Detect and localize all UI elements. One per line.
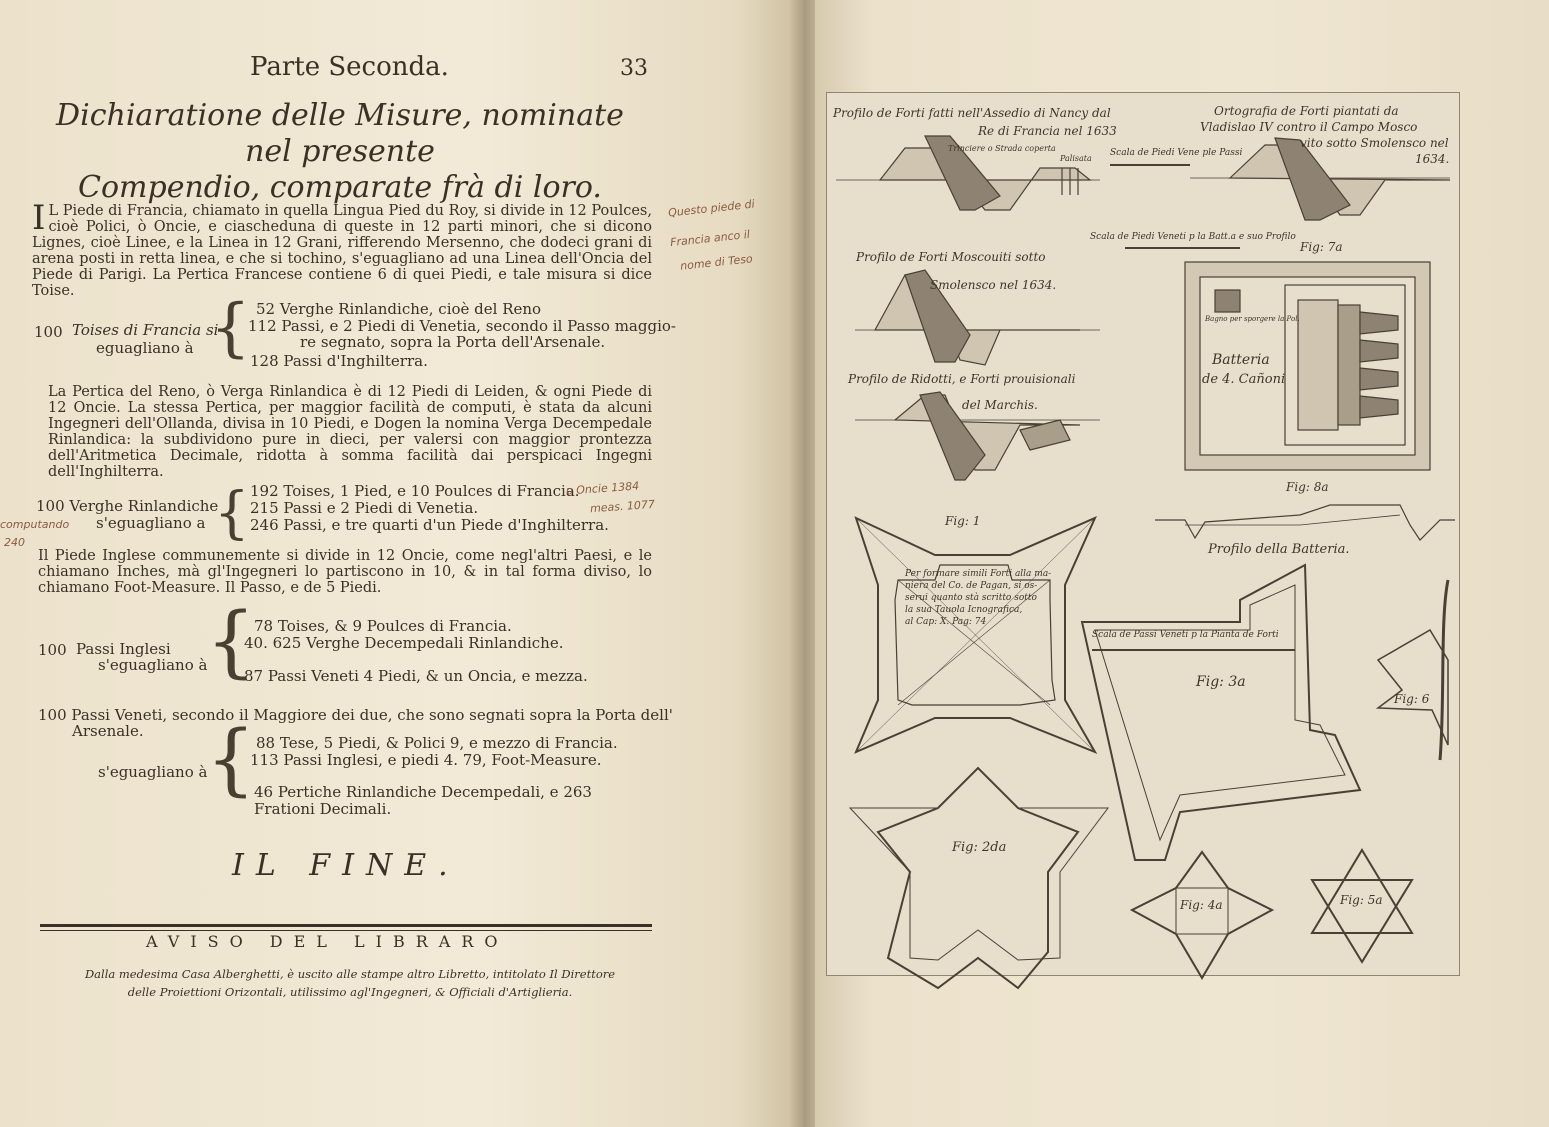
eq-line: 87 Passi Veneti 4 Piedi, & un Oncia, e mezza. — [244, 667, 588, 685]
colophon-line: Dalla medesima Casa Alberghetti, è uscito alle stampe altro Libretto, intitolato Il Direttore — [84, 967, 616, 981]
handwritten-note: 240 — [4, 536, 25, 549]
paragraph-text: L Piede di Francia, chiamato in quella Lingua Pied du Roy, si divide in 12 Poulces, cioè Polici, ò Oncie, e ciascheduna di queste in 12 parti minori, che si dicono Lignes, cioè Linee, e la Linea in 12 Grani, rifferendo Mersenno, che dodeci grani di arena posti in retta linea, e che si tochino, s'eguagliano ad una Linea dell'Oncia del Piede di Parigi. La Pertica Francese contiene 6 di quei Piedi, e tale misura si dice Toise. — [32, 203, 652, 299]
eq-line: 246 Passi, e tre quarti d'un Piede d'Inghilterra. — [250, 516, 609, 534]
fig1-note-line: al Cap: X. Pag: 74 — [905, 617, 987, 627]
drop-cap: I — [32, 198, 46, 238]
scale-caption: Scala de Piedi Veneti p la Batt.a e suo Profilo — [1090, 232, 1296, 242]
eq-intro: 100 Passi Veneti, secondo il Maggiore dei due, che sono segnati sopra la Porta dell' — [38, 706, 673, 724]
figure-label: Fig: 4a — [1180, 898, 1223, 912]
fig1-note-line: la sua Tauola Icnografica, — [905, 605, 1023, 615]
handwritten-note: nome di Teso — [679, 252, 754, 273]
caption: Re di Francia nel 1633 — [978, 124, 1117, 138]
brace-icon: { — [214, 481, 250, 546]
eq-line: 112 Passi, e 2 Piedi di Venetia, secondo il Passo maggio- — [248, 317, 676, 335]
section-title-line2: Compendio, comparate frà di loro. — [78, 170, 602, 205]
caption: Smolensco nel 1634. — [930, 278, 1057, 292]
caption: 1634. — [1415, 152, 1450, 166]
figure-label: Fig: 3a — [1196, 674, 1246, 690]
caption-small: Trinciere o Strada coperta — [948, 144, 1056, 153]
fig2-fort-drawing — [850, 768, 1108, 988]
eq-line: 46 Pertiche Rinlandiche Decempedali, e 263 Frationi Decimali. — [254, 783, 592, 818]
handwritten-note: meas. 1077 — [589, 497, 656, 516]
eq-label: s'eguagliano à — [98, 656, 208, 674]
figure-label: Fig: 5a — [1340, 893, 1383, 907]
aviso-heading: AVISO DEL LIBRARO — [146, 932, 509, 951]
caption: Ortografia de Forti piantati da — [1214, 104, 1399, 118]
caption: Profilo de Forti Moscouiti sotto — [856, 250, 1046, 264]
caption: del Marchis. — [962, 398, 1038, 412]
scale-caption: Scala de Piedi Vene ple Passi — [1110, 148, 1243, 158]
eq-label: Passi Inglesi — [76, 640, 171, 658]
eq-label-unit: Toises di Francia si — [72, 321, 219, 339]
fig1-note-line: Per formare simili Forti alla ma- — [905, 569, 1052, 579]
eq-label: 100 Verghe Rinlandiche — [36, 497, 219, 515]
caption: vito sotto Smolensco nel — [1300, 136, 1449, 150]
caption: Profilo de Forti fatti nell'Assedio di Nancy dal — [833, 106, 1111, 120]
eq-line: 88 Tese, 5 Piedi, & Polici 9, e mezzo di Francia. — [256, 734, 618, 752]
fig1-note — [905, 568, 1055, 628]
caption: de 4. Cañoni — [1202, 372, 1286, 387]
handwritten-note: o Oncie 1384 — [565, 479, 640, 498]
caption: Batteria — [1212, 352, 1270, 368]
colophon-line: delle Proiettioni Orizontali, utilissimo agl'Ingegneri, & Officiali d'Artiglieria. — [127, 985, 573, 999]
eq-line: 40. 625 Verghe Decempedali Rinlandiche. — [244, 634, 564, 652]
caption-small: Palisata — [1060, 154, 1092, 163]
eq-line: 113 Passi Inglesi, e piedi 4. 79, Foot-Measure. — [250, 751, 602, 769]
eq-line: 192 Toises, 1 Pied, e 10 Poulces di Francia. — [250, 482, 580, 500]
running-header: Parte Seconda. — [250, 52, 449, 82]
fig1-note-line: serui quanto stà scritto sotto — [905, 593, 1037, 603]
fig1-note-line: niera del Co. de Pagan, si os- — [905, 581, 1038, 591]
eq-line: re segnato, sopra la Porta dell'Arsenale. — [300, 333, 606, 351]
eq-intro: Arsenale. — [72, 722, 144, 740]
eq-label-count: 100 — [34, 323, 63, 341]
handwritten-note: computando — [0, 518, 70, 531]
batteria-profile-drawing — [1155, 505, 1455, 540]
fig6-star-drawing — [1378, 580, 1448, 760]
fig1-fort-drawing — [856, 518, 1095, 752]
eq-label: 100 — [38, 641, 67, 659]
caption-small: Bagno per sporgere la Pol. — [1205, 315, 1300, 323]
caption: Profilo della Batteria. — [1208, 542, 1350, 557]
fig4-star-drawing — [1132, 852, 1272, 978]
fig3-bastion-drawing — [1082, 565, 1360, 860]
caption: Vladislao IV contro il Campo Mosco — [1200, 120, 1418, 134]
scale-caption: Scala de Passi Veneti p la Pianta de Forti — [1092, 630, 1279, 640]
figure-label: Fig: 8a — [1286, 480, 1329, 494]
brace-icon: { — [210, 291, 251, 365]
eq-label: s'eguagliano a — [96, 514, 206, 532]
eq-line: 128 Passi d'Inghilterra. — [250, 352, 428, 370]
brace-icon: { — [206, 715, 256, 805]
eq-label: s'eguagliano à — [98, 763, 208, 781]
handwritten-note: Francia anco il — [669, 227, 751, 250]
eq-line: 78 Toises, & 9 Poulces di Francia. — [254, 617, 512, 635]
section-title-line1: Dichiaratione delle Misure, nominate nel presente — [56, 98, 624, 169]
eq-line: 52 Verghe Rinlandiche, cioè del Reno — [256, 300, 542, 318]
figure-label: Fig: 7a — [1300, 240, 1343, 254]
paragraph-piede-inglese: Il Piede Inglese communemente si divide in 12 Oncie, come negl'altri Paesi, e le chiamano Inches, mà gl'Ingegneri lo partiscono in 10, & in tal forma diviso, lo chiamano Foot-Measure. Il Passo, e de 5 Piedi. — [38, 548, 652, 596]
handwritten-note: Questo piede di — [667, 197, 756, 220]
figure-label: Fig: 1 — [945, 514, 981, 528]
page-number: 33 — [620, 56, 648, 81]
il-fine-heading: IL FINE. — [232, 848, 460, 883]
paragraph-pertica-reno: La Pertica del Reno, ò Verga Rinlandica è di 12 Piedi di Leiden, & ogni Piede di 12 Oncie. La stessa Pertica, per maggior facilità de computi, è stata da alcuni Ingegneri dell'Ollanda, divisa in 10 Piedi, e Dogen la nomina Verga Decempedale Rinlandica: la subdividono pure in dieci, per valersi con maggior prontezza dell'Aritmetica Decimale, ridotta à somma facilità dai perspicaci Ingegni dell'Inghilterra. — [48, 384, 652, 480]
eq-line: 215 Passi e 2 Piedi di Venetia. — [250, 499, 479, 517]
figure-label: Fig: 6 — [1394, 692, 1430, 706]
figure-label: Fig: 2da — [952, 840, 1007, 855]
brace-icon: { — [206, 597, 256, 687]
eq-label-verb: eguagliano à — [96, 339, 194, 357]
caption: Profilo de Ridotti, e Forti prouisionali — [848, 372, 1076, 386]
